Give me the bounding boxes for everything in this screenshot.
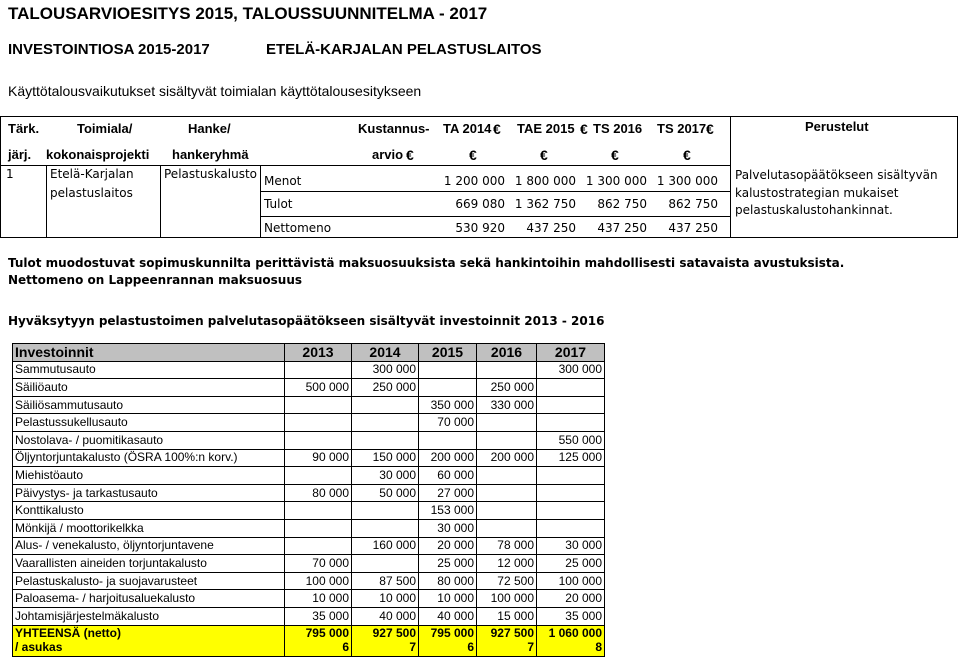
investment-value-2017: 35 000	[537, 607, 605, 625]
investment-value-2017	[537, 414, 605, 432]
year-header: 2017	[537, 344, 605, 362]
basis-header: Perustelut	[805, 119, 869, 134]
col-divider	[260, 165, 261, 238]
table-row	[13, 396, 605, 414]
col-divider	[730, 116, 731, 238]
estimate-header-2: arvio	[372, 147, 404, 162]
investment-value-2015: 20 000	[419, 537, 477, 555]
investment-name: Konttikalusto	[13, 502, 285, 520]
investments-table	[12, 343, 605, 657]
investment-value-2017	[537, 519, 605, 537]
investment-value-2013	[285, 361, 352, 379]
investment-value-2017: 30 000	[537, 537, 605, 555]
euro-symbol: €	[540, 147, 548, 163]
investment-name: Miehistöauto	[13, 467, 285, 485]
total-label: YHTEENSÄ (netto) / asukas	[13, 625, 285, 656]
investment-value-2013: 100 000	[285, 572, 352, 590]
investment-value-2016	[477, 502, 537, 520]
investment-value-2016: 250 000	[477, 379, 537, 397]
income-note: Tulot muodostuvat sopimuskunnilta perittävistä maksuosuuksista sekä hankintoihin mahdollisesti satavaista avustuksista.	[8, 256, 845, 270]
investment-value-2017	[537, 502, 605, 520]
investment-value-2016: 78 000	[477, 537, 537, 555]
investment-value-2013	[285, 414, 352, 432]
sector-header-2: kokonaisprojekti	[46, 147, 150, 162]
section-title: INVESTOINTIOSA 2015-2017	[8, 41, 210, 58]
table-row	[13, 537, 605, 555]
ta2014-header: TA 2014	[443, 121, 492, 136]
investment-value-2015: 80 000	[419, 572, 477, 590]
investment-value-2013: 80 000	[285, 484, 352, 502]
total-2013: 795 000 6	[285, 625, 352, 656]
investment-value-2014: 250 000	[352, 379, 419, 397]
investment-value-2014	[352, 414, 419, 432]
investment-value-2016: 12 000	[477, 555, 537, 573]
table-row	[13, 449, 605, 467]
investment-value-2014	[352, 396, 419, 414]
investment-name: Sammutusauto	[13, 361, 285, 379]
investment-value-2016: 200 000	[477, 449, 537, 467]
euro-symbol: €	[493, 121, 501, 137]
investment-value-2013: 10 000	[285, 590, 352, 608]
table-row	[13, 572, 605, 590]
investment-value-2015: 70 000	[419, 414, 477, 432]
value-ta2014: 1 200 000	[443, 174, 505, 188]
table-row	[13, 502, 605, 520]
year-header: 2016	[477, 344, 537, 362]
line-label-expenses: Menot	[264, 174, 302, 188]
investment-value-2014: 150 000	[352, 449, 419, 467]
line-label-income: Tulot	[264, 197, 293, 211]
total-2016: 927 500 7	[477, 625, 537, 656]
investment-value-2016: 15 000	[477, 607, 537, 625]
tae2015-header: TAE 2015	[517, 121, 575, 136]
project-value: Pelastuskalusto	[164, 167, 258, 181]
priority-value: 1	[6, 167, 14, 181]
table-row	[13, 519, 605, 537]
investment-name: Mönkijä / moottorikelkka	[13, 519, 285, 537]
investment-value-2017: 25 000	[537, 555, 605, 573]
row-divider	[260, 191, 730, 192]
table-row	[13, 484, 605, 502]
investment-value-2017	[537, 396, 605, 414]
table-row	[13, 467, 605, 485]
basis-text-3: pelastuskalustohankinnat.	[735, 203, 893, 217]
euro-symbol: €	[706, 121, 714, 137]
investment-value-2015	[419, 431, 477, 449]
investment-value-2014	[352, 519, 419, 537]
value-ts2016: 862 750	[597, 197, 647, 211]
year-header: 2013	[285, 344, 352, 362]
investment-value-2013: 90 000	[285, 449, 352, 467]
investment-name: Vaarallisten aineiden torjuntakalusto	[13, 555, 285, 573]
total-2014: 927 500 7	[352, 625, 419, 656]
investment-value-2016	[477, 484, 537, 502]
value-tae2015: 437 250	[526, 221, 576, 235]
investment-value-2013	[285, 519, 352, 537]
table-row	[13, 379, 605, 397]
investment-value-2017: 100 000	[537, 572, 605, 590]
investment-value-2015: 40 000	[419, 607, 477, 625]
row-divider	[260, 216, 730, 217]
investment-value-2014: 160 000	[352, 537, 419, 555]
investment-value-2014	[352, 431, 419, 449]
table-row	[13, 361, 605, 379]
investment-value-2015: 30 000	[419, 519, 477, 537]
investment-value-2017: 550 000	[537, 431, 605, 449]
investment-name: Johtamisjärjestelmäkalusto	[13, 607, 285, 625]
header-divider	[0, 165, 730, 166]
investment-value-2014: 40 000	[352, 607, 419, 625]
sector-value: Etelä-Karjalan	[50, 167, 134, 181]
investment-value-2015: 153 000	[419, 502, 477, 520]
ts2017-header: TS 2017	[657, 121, 707, 136]
investment-name: Säiliöauto	[13, 379, 285, 397]
investment-name: Säiliösammutusauto	[13, 396, 285, 414]
project-header: Hanke/	[188, 121, 231, 136]
investment-value-2017: 125 000	[537, 449, 605, 467]
investment-value-2016	[477, 361, 537, 379]
total-2015: 795 000 6	[419, 625, 477, 656]
investment-value-2015: 27 000	[419, 484, 477, 502]
estimate-header: Kustannus-	[358, 121, 430, 136]
year-header: 2015	[419, 344, 477, 362]
value-tae2015: 1 362 750	[514, 197, 576, 211]
sector-value-2: pelastuslaitos	[50, 186, 133, 200]
investment-value-2013: 70 000	[285, 555, 352, 573]
euro-symbol: €	[406, 147, 414, 163]
project-header-2: hankeryhmä	[172, 147, 249, 162]
col-divider	[46, 165, 47, 238]
investment-value-2013: 35 000	[285, 607, 352, 625]
investment-value-2016	[477, 467, 537, 485]
ts2016-header: TS 2016	[593, 121, 643, 136]
investment-value-2017: 20 000	[537, 590, 605, 608]
page-title: TALOUSARVIOESITYS 2015, TALOUSSUUNNITELMA - 2017	[8, 4, 488, 23]
euro-symbol: €	[580, 121, 588, 137]
value-tae2015: 1 800 000	[514, 174, 576, 188]
investment-name: Pelastuskalusto- ja suojavarusteet	[13, 572, 285, 590]
year-header: 2014	[352, 344, 419, 362]
investment-value-2016	[477, 519, 537, 537]
investment-name: Nostolava- / puomitikasauto	[13, 431, 285, 449]
investment-name: Öljyntorjuntakalusto (ÖSRA 100%:n korv.)	[13, 449, 285, 467]
value-ts2016: 1 300 000	[585, 174, 647, 188]
table-row	[13, 431, 605, 449]
investment-value-2013: 500 000	[285, 379, 352, 397]
total-row	[13, 625, 605, 656]
table-row	[13, 414, 605, 432]
investment-value-2017	[537, 467, 605, 485]
approved-investments-title: Hyväksytyyn pelastustoimen palvelutasopäätökseen sisältyvät investoinnit 2013 - 2016	[8, 314, 605, 328]
value-ta2014: 530 920	[455, 221, 505, 235]
investment-value-2017	[537, 379, 605, 397]
table-row	[13, 590, 605, 608]
value-ts2017: 437 250	[668, 221, 718, 235]
investment-value-2017: 300 000	[537, 361, 605, 379]
investment-value-2014: 300 000	[352, 361, 419, 379]
investment-value-2016: 72 500	[477, 572, 537, 590]
investment-name: Päivystys- ja tarkastusauto	[13, 484, 285, 502]
investment-value-2015: 350 000	[419, 396, 477, 414]
basis-text-2: kalustostrategian mukaiset	[735, 186, 899, 200]
euro-symbol: €	[683, 147, 691, 163]
organization-title: ETELÄ-KARJALAN PELASTUSLAITOS	[266, 41, 542, 58]
priority-header: Tärk.	[8, 121, 40, 136]
investment-value-2017	[537, 484, 605, 502]
investments-header: Investoinnit	[13, 344, 285, 362]
investment-value-2014: 30 000	[352, 467, 419, 485]
basis-text: Palvelutasopäätökseen sisältyvän	[735, 168, 938, 182]
value-ta2014: 669 080	[455, 197, 505, 211]
investment-value-2016: 100 000	[477, 590, 537, 608]
investment-value-2013	[285, 431, 352, 449]
investment-value-2014	[352, 555, 419, 573]
investment-value-2016	[477, 431, 537, 449]
euro-symbol: €	[469, 147, 477, 163]
table-row	[13, 607, 605, 625]
euro-symbol: €	[611, 147, 619, 163]
total-2017: 1 060 000 8	[537, 625, 605, 656]
investment-value-2015: 25 000	[419, 555, 477, 573]
table-row	[13, 555, 605, 573]
line-label-net: Nettomeno	[264, 221, 332, 235]
col-divider	[160, 165, 161, 238]
investment-value-2013	[285, 537, 352, 555]
investment-value-2015: 200 000	[419, 449, 477, 467]
investment-value-2015: 10 000	[419, 590, 477, 608]
operating-note: Käyttötalousvaikutukset sisältyvät toimialan käyttötalousesitykseen	[8, 83, 422, 99]
investment-value-2016	[477, 414, 537, 432]
investment-value-2016: 330 000	[477, 396, 537, 414]
investment-value-2013	[285, 467, 352, 485]
net-note: Nettomeno on Lappeenrannan maksuosuus	[8, 273, 303, 287]
value-ts2016: 437 250	[597, 221, 647, 235]
table-header-row	[13, 344, 605, 362]
value-ts2017: 1 300 000	[656, 174, 718, 188]
priority-header-2: järj.	[8, 147, 32, 162]
investment-value-2015: 60 000	[419, 467, 477, 485]
investment-value-2015	[419, 379, 477, 397]
investment-value-2015	[419, 361, 477, 379]
value-ts2017: 862 750	[668, 197, 718, 211]
investment-value-2014	[352, 502, 419, 520]
investment-name: Paloasema- / harjoitusaluekalusto	[13, 590, 285, 608]
sector-header: Toimiala/	[77, 121, 133, 136]
investment-value-2014: 50 000	[352, 484, 419, 502]
investment-name: Pelastussukellusauto	[13, 414, 285, 432]
investment-value-2013	[285, 396, 352, 414]
investment-value-2013	[285, 502, 352, 520]
investment-value-2014: 87 500	[352, 572, 419, 590]
investment-value-2014: 10 000	[352, 590, 419, 608]
investment-name: Alus- / venekalusto, öljyntorjuntavene	[13, 537, 285, 555]
